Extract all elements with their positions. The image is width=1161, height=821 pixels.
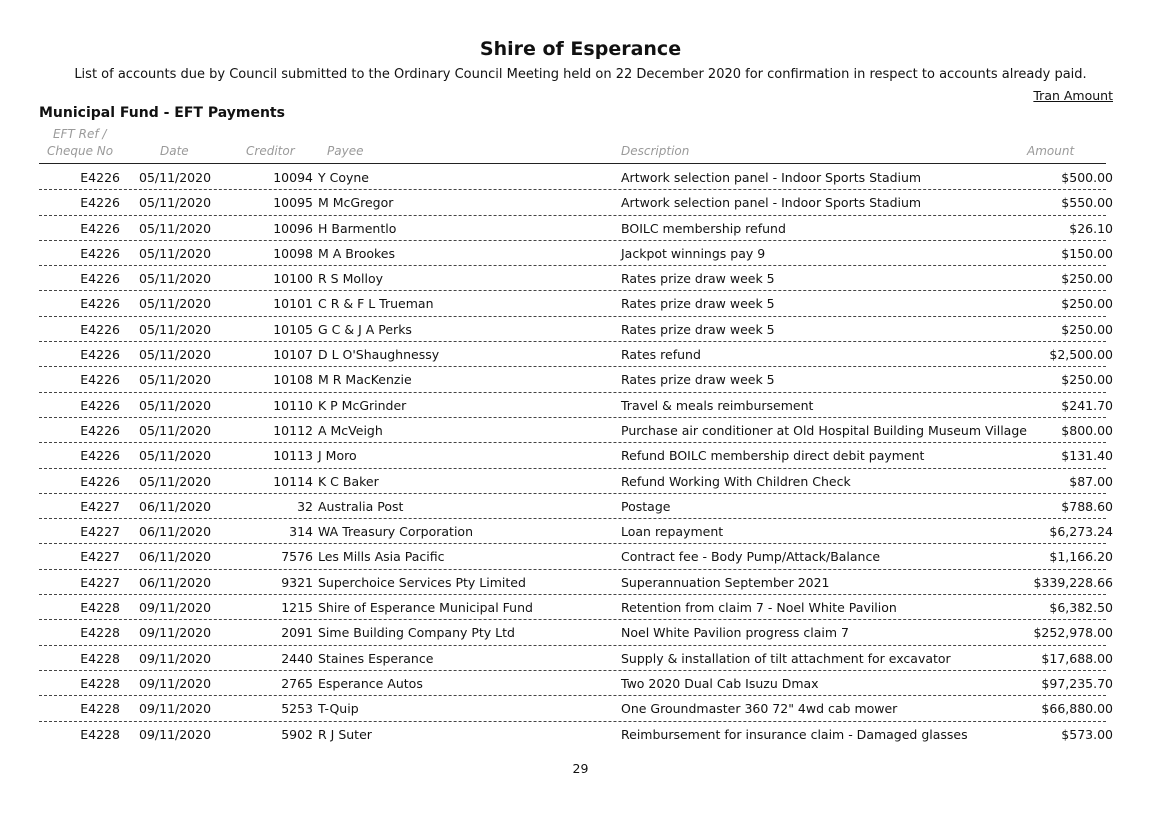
cell-creditor: 5253 bbox=[281, 701, 313, 717]
table-row bbox=[0, 216, 1161, 241]
cell-date: 09/11/2020 bbox=[139, 650, 212, 666]
cell-date: 05/11/2020 bbox=[139, 473, 212, 489]
table-row bbox=[0, 342, 1161, 367]
cell-amount: $800.00 bbox=[1061, 422, 1113, 438]
cell-amount: $97,235.70 bbox=[1041, 675, 1113, 691]
cell-date: 05/11/2020 bbox=[139, 347, 212, 363]
cell-amount: $2,500.00 bbox=[1049, 347, 1113, 363]
cell-payee: Esperance Autos bbox=[318, 675, 423, 691]
cell-amount: $6,382.50 bbox=[1049, 600, 1113, 616]
cell-ref: E4226 bbox=[80, 321, 120, 337]
cell-amount: $1,166.20 bbox=[1049, 549, 1113, 565]
cell-ref: E4226 bbox=[80, 170, 120, 185]
cell-description: Travel & meals reimbursement bbox=[621, 397, 814, 413]
table-row bbox=[0, 165, 1161, 190]
section-heading: Municipal Fund - EFT Payments bbox=[39, 105, 285, 121]
cell-creditor: 2091 bbox=[281, 625, 313, 641]
cell-amount: $788.60 bbox=[1061, 498, 1113, 514]
cell-ref: E4226 bbox=[80, 397, 120, 413]
cell-amount: $250.00 bbox=[1061, 296, 1113, 312]
cell-creditor: 10094 bbox=[273, 170, 313, 185]
cell-payee: R J Suter bbox=[318, 726, 372, 742]
cell-creditor: 5902 bbox=[281, 726, 313, 742]
cell-amount: $250.00 bbox=[1061, 271, 1113, 287]
cell-description: Rates prize draw week 5 bbox=[621, 321, 775, 337]
cell-ref: E4226 bbox=[80, 372, 120, 388]
document-subtitle: List of accounts due by Council submitted to the Ordinary Council Meeting held on 22 December 2020 for confirmation in respect to accounts already paid. bbox=[74, 67, 1087, 82]
cell-amount: $150.00 bbox=[1061, 245, 1113, 261]
cell-date: 06/11/2020 bbox=[139, 549, 212, 565]
table-row bbox=[0, 241, 1161, 266]
cell-amount: $6,273.24 bbox=[1049, 524, 1113, 540]
cell-amount: $500.00 bbox=[1061, 170, 1113, 185]
cell-description: Rates prize draw week 5 bbox=[621, 271, 775, 287]
table-row bbox=[0, 722, 1161, 747]
cell-creditor: 314 bbox=[289, 524, 313, 540]
table-row bbox=[0, 519, 1161, 544]
document-title: Shire of Esperance bbox=[479, 38, 682, 60]
cell-payee: K C Baker bbox=[318, 473, 379, 489]
table-row bbox=[0, 646, 1161, 671]
cell-ref: E4227 bbox=[80, 574, 120, 590]
cell-description: Refund Working With Children Check bbox=[621, 473, 851, 489]
table-row bbox=[0, 570, 1161, 595]
cell-payee: Australia Post bbox=[318, 498, 404, 514]
tran-amount-link[interactable]: Tran Amount bbox=[1033, 88, 1113, 103]
cell-description: Purchase air conditioner at Old Hospital Building Museum Village bbox=[621, 422, 1027, 438]
cell-description: Jackpot winnings pay 9 bbox=[621, 245, 766, 261]
table-row bbox=[0, 418, 1161, 443]
cell-payee: R S Molloy bbox=[318, 271, 383, 287]
header-rule bbox=[39, 163, 1106, 164]
cell-description: Rates prize draw week 5 bbox=[621, 296, 775, 312]
cell-creditor: 10112 bbox=[273, 422, 313, 438]
table-row bbox=[0, 393, 1161, 418]
cell-ref: E4226 bbox=[80, 271, 120, 287]
cell-date: 09/11/2020 bbox=[139, 675, 212, 691]
cell-amount: $66,880.00 bbox=[1041, 701, 1113, 717]
cell-description: One Groundmaster 360 72" 4wd cab mower bbox=[621, 701, 898, 717]
cell-creditor: 10096 bbox=[273, 220, 313, 236]
cell-date: 05/11/2020 bbox=[139, 195, 212, 211]
table-row bbox=[0, 317, 1161, 342]
cell-ref: E4226 bbox=[80, 245, 120, 261]
cell-amount: $17,688.00 bbox=[1041, 650, 1113, 666]
cell-description: Reimbursement for insurance claim - Damaged glasses bbox=[621, 726, 968, 742]
cell-amount: $339,228.66 bbox=[1033, 574, 1113, 590]
cell-description: Two 2020 Dual Cab Isuzu Dmax bbox=[621, 675, 819, 691]
cell-amount: $87.00 bbox=[1069, 473, 1113, 489]
table-row bbox=[0, 494, 1161, 519]
cell-date: 05/11/2020 bbox=[139, 321, 212, 337]
cell-payee: M R MacKenzie bbox=[318, 372, 412, 388]
cell-payee: C R & F L Trueman bbox=[318, 296, 434, 312]
cell-payee: D L O'Shaughnessy bbox=[318, 347, 440, 363]
cell-creditor: 7576 bbox=[281, 549, 313, 565]
cell-description: Retention from claim 7 - Noel White Pavilion bbox=[621, 600, 897, 616]
cell-date: 05/11/2020 bbox=[139, 271, 212, 287]
cell-ref: E4226 bbox=[80, 448, 120, 464]
cell-description: Rates refund bbox=[621, 347, 701, 363]
cell-creditor: 2440 bbox=[281, 650, 313, 666]
cell-creditor: 9321 bbox=[281, 574, 313, 590]
cell-ref: E4226 bbox=[80, 220, 120, 236]
cell-amount: $550.00 bbox=[1061, 195, 1113, 211]
table-row bbox=[0, 367, 1161, 392]
cell-payee: Shire of Esperance Municipal Fund bbox=[318, 600, 533, 616]
cell-date: 05/11/2020 bbox=[139, 372, 212, 388]
cell-ref: E4226 bbox=[80, 347, 120, 363]
cell-description: Artwork selection panel - Indoor Sports Stadium bbox=[621, 170, 922, 185]
cell-ref: E4227 bbox=[80, 549, 120, 565]
cell-ref: E4226 bbox=[80, 473, 120, 489]
column-header-payee: Payee bbox=[327, 144, 364, 158]
cell-payee: M A Brookes bbox=[318, 245, 396, 261]
payments-table bbox=[0, 165, 1161, 747]
cell-date: 05/11/2020 bbox=[139, 245, 212, 261]
column-header-amount: Amount bbox=[1027, 144, 1075, 158]
cell-description: Postage bbox=[621, 498, 671, 514]
cell-ref: E4226 bbox=[80, 422, 120, 438]
table-row bbox=[0, 443, 1161, 468]
cell-description: Contract fee - Body Pump/Attack/Balance bbox=[621, 549, 881, 565]
cell-payee: Sime Building Company Pty Ltd bbox=[318, 625, 515, 641]
table-row bbox=[0, 544, 1161, 569]
cell-description: Artwork selection panel - Indoor Sports Stadium bbox=[621, 195, 922, 211]
table-row bbox=[0, 671, 1161, 696]
cell-date: 09/11/2020 bbox=[139, 600, 212, 616]
table-row bbox=[0, 291, 1161, 316]
table-row bbox=[0, 266, 1161, 291]
table-row bbox=[0, 595, 1161, 620]
cell-creditor: 10108 bbox=[273, 372, 313, 388]
cell-description: Superannuation September 2021 bbox=[621, 574, 830, 590]
cell-date: 09/11/2020 bbox=[139, 726, 212, 742]
cell-description: BOILC membership refund bbox=[621, 220, 786, 236]
cell-payee: Les Mills Asia Pacific bbox=[318, 549, 445, 565]
cell-amount: $241.70 bbox=[1061, 397, 1113, 413]
cell-date: 06/11/2020 bbox=[139, 498, 212, 514]
table-row bbox=[0, 469, 1161, 494]
cell-amount: $131.40 bbox=[1061, 448, 1113, 464]
cell-creditor: 1215 bbox=[281, 600, 313, 616]
cell-ref: E4227 bbox=[80, 498, 120, 514]
cell-creditor: 10095 bbox=[273, 195, 313, 211]
cell-creditor: 32 bbox=[297, 498, 313, 514]
cell-date: 09/11/2020 bbox=[139, 701, 212, 717]
cell-description: Rates prize draw week 5 bbox=[621, 372, 775, 388]
cell-ref: E4227 bbox=[80, 524, 120, 540]
cell-creditor: 10100 bbox=[273, 271, 313, 287]
cell-payee: T-Quip bbox=[318, 701, 359, 717]
cell-amount: $252,978.00 bbox=[1033, 625, 1113, 641]
table-row bbox=[0, 190, 1161, 215]
cell-payee: K P McGrinder bbox=[318, 397, 407, 413]
cell-date: 05/11/2020 bbox=[139, 170, 212, 185]
cell-date: 09/11/2020 bbox=[139, 625, 212, 641]
cell-description: Refund BOILC membership direct debit payment bbox=[621, 448, 925, 464]
column-header-ref-line2: Cheque No bbox=[47, 144, 114, 158]
cell-date: 05/11/2020 bbox=[139, 397, 212, 413]
column-header-date: Date bbox=[160, 144, 189, 158]
cell-amount: $26.10 bbox=[1069, 220, 1113, 236]
cell-date: 06/11/2020 bbox=[139, 524, 212, 540]
cell-ref: E4228 bbox=[80, 675, 120, 691]
cell-ref: E4228 bbox=[80, 625, 120, 641]
cell-date: 05/11/2020 bbox=[139, 448, 212, 464]
cell-ref: E4228 bbox=[80, 600, 120, 616]
page-number: 29 bbox=[572, 761, 589, 776]
cell-payee: Superchoice Services Pty Limited bbox=[318, 574, 526, 590]
cell-amount: $573.00 bbox=[1061, 726, 1113, 742]
cell-description: Supply & installation of tilt attachment for excavator bbox=[621, 650, 951, 666]
table-row bbox=[0, 620, 1161, 645]
cell-payee: M McGregor bbox=[318, 195, 394, 211]
column-header-creditor: Creditor bbox=[246, 144, 295, 158]
cell-amount: $250.00 bbox=[1061, 321, 1113, 337]
cell-ref: E4228 bbox=[80, 650, 120, 666]
cell-payee: J Moro bbox=[318, 448, 357, 464]
cell-ref: E4228 bbox=[80, 701, 120, 717]
cell-payee: H Barmentlo bbox=[318, 220, 397, 236]
cell-ref: E4228 bbox=[80, 726, 120, 742]
cell-creditor: 10114 bbox=[273, 473, 313, 489]
cell-creditor: 10107 bbox=[273, 347, 313, 363]
cell-ref: E4226 bbox=[80, 195, 120, 211]
cell-creditor: 10101 bbox=[273, 296, 313, 312]
cell-creditor: 10098 bbox=[273, 245, 313, 261]
cell-payee: WA Treasury Corporation bbox=[318, 524, 473, 540]
cell-payee: Staines Esperance bbox=[318, 650, 434, 666]
cell-description: Noel White Pavilion progress claim 7 bbox=[621, 625, 849, 641]
cell-payee: Y Coyne bbox=[318, 170, 369, 185]
cell-creditor: 10113 bbox=[273, 448, 313, 464]
cell-creditor: 10105 bbox=[273, 321, 313, 337]
table-row bbox=[0, 696, 1161, 721]
cell-date: 06/11/2020 bbox=[139, 574, 212, 590]
cell-date: 05/11/2020 bbox=[139, 220, 212, 236]
cell-description: Loan repayment bbox=[621, 524, 724, 540]
cell-creditor: 10110 bbox=[273, 397, 313, 413]
cell-date: 05/11/2020 bbox=[139, 296, 212, 312]
cell-payee: A McVeigh bbox=[318, 422, 383, 438]
cell-payee: G C & J A Perks bbox=[318, 321, 412, 337]
column-header-ref-line1: EFT Ref / bbox=[53, 127, 107, 141]
column-header-description: Description bbox=[621, 144, 690, 158]
cell-amount: $250.00 bbox=[1061, 372, 1113, 388]
cell-creditor: 2765 bbox=[281, 675, 313, 691]
cell-date: 05/11/2020 bbox=[139, 422, 212, 438]
cell-ref: E4226 bbox=[80, 296, 120, 312]
